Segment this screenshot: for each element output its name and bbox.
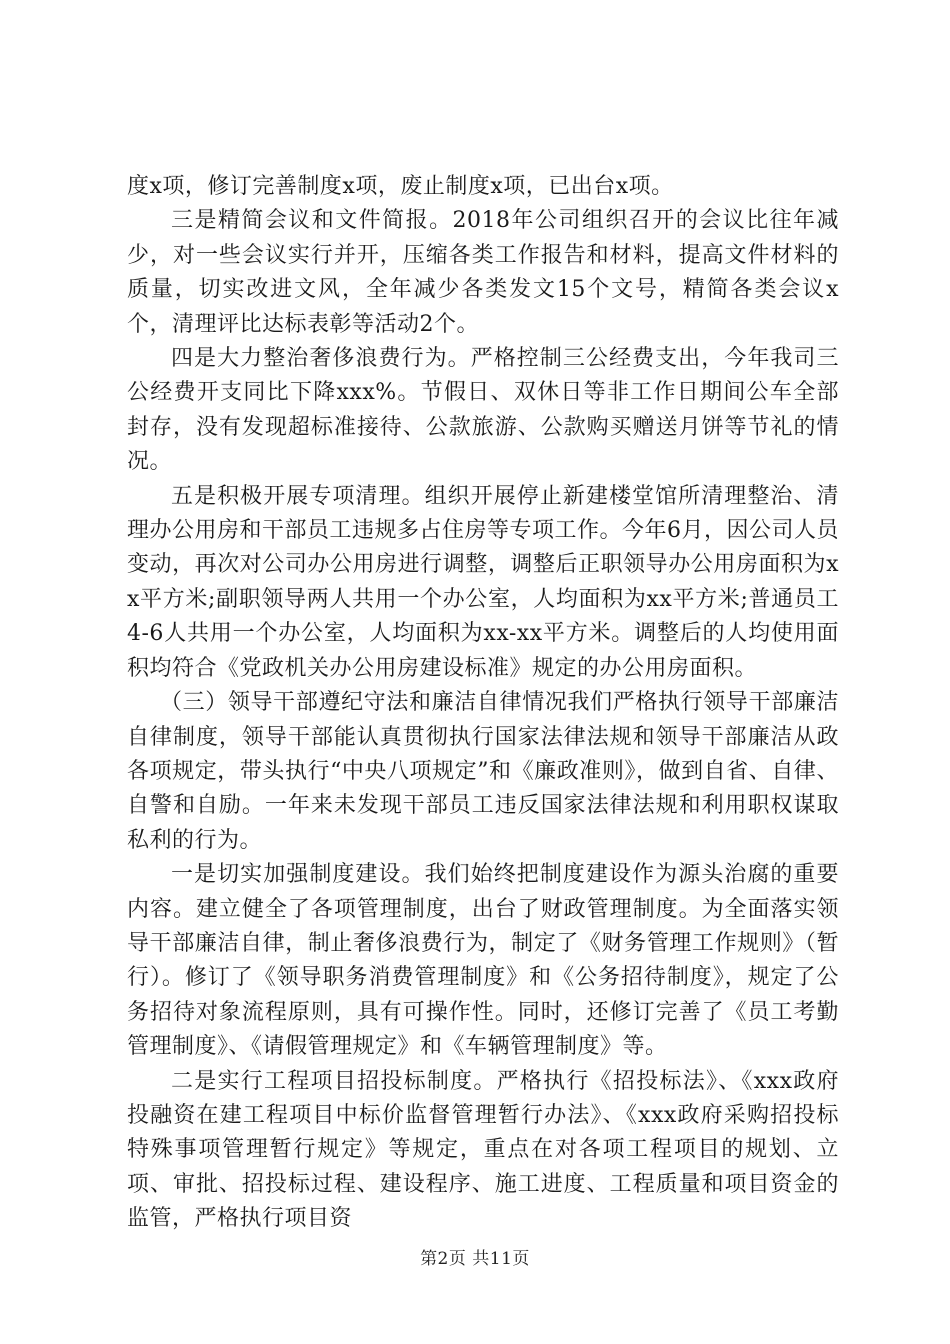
paragraph-bidding: 二是实行工程项目招投标制度。严格执行《招投标法》、《xxx政府投融资在建工程项目中标价监督管理暂行办法》、《xxx政府采购招投标特殊事项管理暂行规定》等规定，重点在对各项工程项目的规划、立项、审批、招投标过程、建设程序、施工进度、工程质量和项目资金的监管，严格执行项目资 [127, 1068, 839, 1232]
paragraph-section-three: （三）领导干部遵纪守法和廉洁自律情况我们严格执行领导干部廉洁自律制度，领导干部能认真贯彻执行国家法律法规和领导干部廉洁从政各项规定，带头执行“中央八项规定”和《廉政准则》，做到自省、自律、自警和自励。一年来未发现干部员工违反国家法律法规和利用职权谋取私利的行为。 [127, 690, 839, 853]
page-number-footer: 第2页 共11页 [420, 1249, 530, 1269]
paragraph-meetings: 三是精简会议和文件简报。2018年公司组织召开的会议比往年减少，对一些会议实行并开，压缩各类工作报告和材料，提高文件材料的质量，切实改进文风，全年减少各类发文15个文号，精简各类会议x个，清理评比达标表彰等活动2个。 [127, 208, 839, 337]
paragraph-cleanup: 五是积极开展专项清理。组织开展停止新建楼堂馆所清理整治、清理办公用房和干部员工违规多占住房等专项工作。今年6月，因公司人员变动，再次对公司办公用房进行调整，调整后正职领导办公用房面积为xx平方米;副职领导两人共用一个办公室，人均面积为xx平方米;普通员工4-6人共用一个办公室，人均面积为xx-xx平方米。调整后的人均使用面积均符合《党政机关办公用房建设标准》规定的办公用房面积。 [127, 483, 839, 681]
paragraph-system-building: 一是切实加强制度建设。我们始终把制度建设作为源头治腐的重要内容。建立健全了各项管理制度，出台了财政管理制度。为全面落实领导干部廉洁自律，制止奢侈浪费行为，制定了《财务管理工作规则》（暂行）。修订了《领导职务消费管理制度》和《公务招待制度》，规定了公务招待对象流程原则，具有可操作性。同时，还修订完善了《员工考勤管理制度》、《请假管理规定》和《车辆管理制度》等。 [127, 862, 839, 1060]
paragraph-continuation: 度x项，修订完善制度x项，废止制度x项，已出台x项。 [127, 174, 674, 199]
document-body [127, 170, 839, 1237]
paragraph-waste: 四是大力整治奢侈浪费行为。严格控制三公经费支出，今年我司三公经费开支同比下降xxx%。节假日、双休日等非工作日期间公车全部封存，没有发现超标准接待、公款旅游、公款购买赠送月饼等节礼的情况。 [127, 346, 839, 475]
